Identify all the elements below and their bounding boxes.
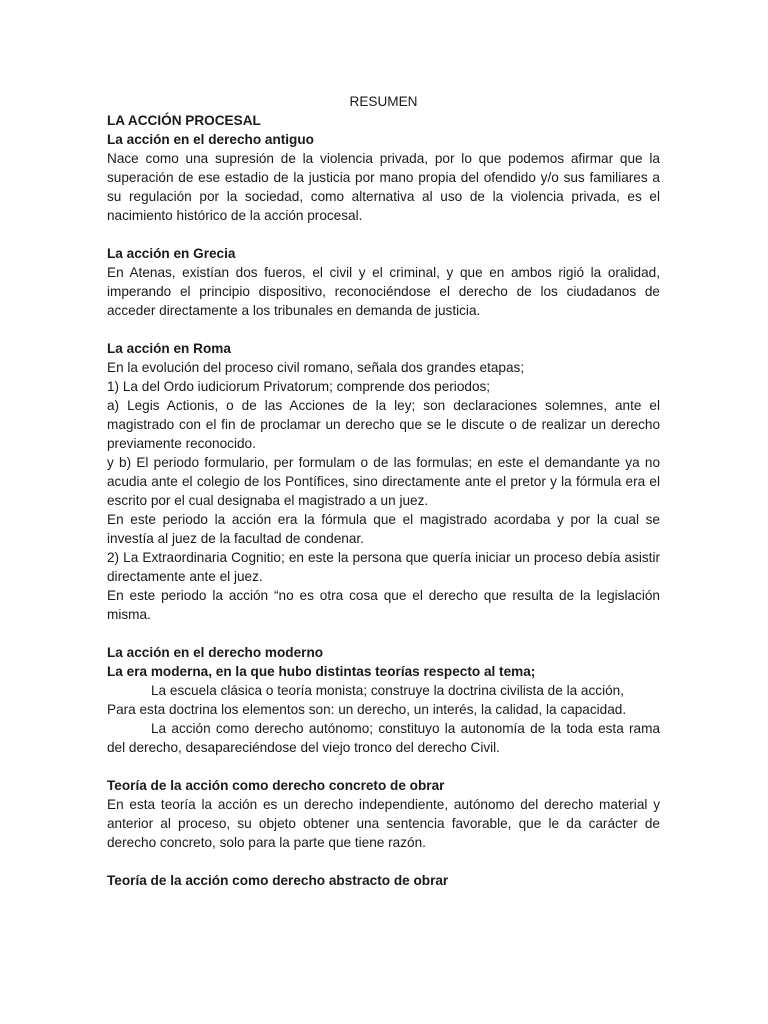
section-heading-derecho-abstracto: Teoría de la acción como derecho abstracto de obrar: [107, 873, 449, 888]
spacer: [107, 757, 660, 776]
document-title: RESUMEN: [349, 94, 418, 109]
paragraph: 2) La Extraordinaria Cognitio; en este la persona que quería iniciar un proceso debía asistir directamente ante el juez.: [107, 550, 660, 584]
paragraph: 1) La del Ordo iudiciorum Privatorum; comprende dos periodos;: [107, 379, 491, 394]
paragraph: Para esta doctrina los elementos son: un derecho, un interés, la calidad, la capacidad.: [107, 702, 627, 717]
paragraph: En Atenas, existían dos fueros, el civil y el criminal, y que en ambos rigió la oralidad, imperando el principio dispositivo, reconociéndose el derecho de los ciudadanos de acceder directamente a los tribunales en demanda de justicia.: [107, 265, 660, 318]
main-heading: LA ACCIÓN PROCESAL: [107, 113, 261, 128]
spacer: [107, 225, 660, 244]
section-heading-roma: La acción en Roma: [107, 341, 231, 356]
paragraph: En este periodo la acción era la fórmula que el magistrado acordaba y por la cual se investía al juez de la facultad de condenar.: [107, 512, 660, 546]
paragraph: En este periodo la acción “no es otra cosa que el derecho que resulta de la legislación misma.: [107, 588, 660, 622]
paragraph: Nace como una supresión de la violencia privada, por lo que podemos afirmar que la superación de ese estadio de la justicia por mano propia del ofendido y/o sus familiares a su regulación por la sociedad, como alternativa al uso de la violencia privada, es el nacimiento histórico de la acción procesal.: [107, 151, 660, 223]
paragraph: La acción como derecho autónomo; constituyo la autonomía de la toda esta rama del derecho, desapareciéndose del viejo tronco del derecho Civil.: [107, 721, 660, 755]
paragraph: La escuela clásica o teoría monista; construye la doctrina civilista de la acción,: [151, 683, 625, 698]
paragraph: En la evolución del proceso civil romano, señala dos grandes etapas;: [107, 360, 525, 375]
spacer: [107, 852, 660, 871]
paragraph: a) Legis Actionis, o de las Acciones de la ley; son declaraciones solemnes, ante el magistrado con el fin de proclamar un derecho que se le discute o de realizar un derecho previamente reconocido.: [107, 398, 660, 451]
section-heading-derecho-concreto: Teoría de la acción como derecho concreto de obrar: [107, 778, 445, 793]
section-subheading: La era moderna, en la que hubo distintas teorías respecto al tema;: [107, 664, 536, 679]
section-heading-grecia: La acción en Grecia: [107, 246, 236, 261]
spacer: [107, 624, 660, 643]
section-heading-derecho-moderno: La acción en el derecho moderno: [107, 645, 324, 660]
section-heading-derecho-antiguo: La acción en el derecho antiguo: [107, 132, 314, 147]
paragraph: En esta teoría la acción es un derecho independiente, autónomo del derecho material y anterior al proceso, su objeto obtener una sentencia favorable, que le da carácter de derecho concreto, solo para la parte que tiene razón.: [107, 797, 660, 850]
document-page: [107, 92, 660, 890]
paragraph: y b) El periodo formulario, per formulam o de las formulas; en este el demandante ya no acudia ante el colegio de los Pontífices, sino directamente ante el pretor y la fórmula era el escrito por el cual designaba el magistrado a un juez.: [107, 455, 660, 508]
spacer: [107, 320, 660, 339]
